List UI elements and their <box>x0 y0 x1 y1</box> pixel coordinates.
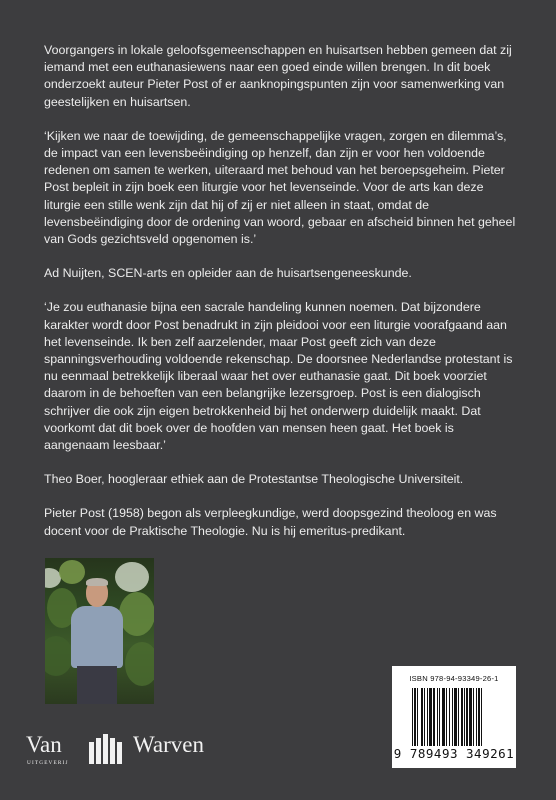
back-cover-text <box>44 42 516 557</box>
publisher-subtitle: UITGEVERIJ <box>27 760 69 766</box>
isbn-label: ISBN 978-94-93349-26-1 <box>409 674 499 683</box>
barcode-icon <box>412 688 508 746</box>
attribution-nuijten: Ad Nuijten, SCEN-arts en opleider aan de huisartsengeneeskunde. <box>44 266 412 281</box>
barcode-panel <box>392 666 516 768</box>
intro-paragraph: Voorgangers in lokale geloofsgemeenschappen en huisartsen hebben gemeen dat zij iemand met een euthanasiewens naar een goed einde willen brengen. In dit boek onderzoekt auteur Pieter Post of er aanknopingspunten zijn voor samenwerking van geestelijken en huisartsen. <box>44 43 512 109</box>
author-photo <box>45 558 154 704</box>
attribution-boer: Theo Boer, hoogleraar ethiek aan de Protestantse Theologische Universiteit. <box>44 472 464 487</box>
quote-boer: ‘Je zou euthanasie bijna een sacrale handeling kunnen noemen. Dat bijzondere karakter wordt door Post benadrukt in zijn pleidooi voor een liturgie voorafgaand aan het levenseinde. Ik ben zelf aarzelender, maar Post geeft zich van deze spanningsverhouding voldoende rekenschap. De doorsnee Nederlandse protestant is nu eenmaal betrekkelijk liberaal waar het over euthanasie gaat. Dit boek voorziet daarom in de behoeften van een belangrijke lezersgroep. Post is een dialogisch schrijver die ook zijn eigen betrokkenheid bij het onderwerp duidelijk maakt. Dat voorkomt dat dit boek over de hoofden van mensen heen gaat. Het boek is aangenaam leesbaar.’ <box>44 300 513 453</box>
quote-nuijten: ‘Kijken we naar de toewijding, de gemeenschappelijke vragen, zorgen en dilemma’s, de impact van een levensbeëindiging op henzelf, dan zijn er voor hen voldoende redenen om samen te werken, uiteraard met behoud van het beroepsgeheim. Pieter Post bepleit in zijn boek een liturgie voor het levenseinde. Voor de arts kan deze liturgie een stille wenk zijn dat hij of zij er niet alleen in staat, omdat de levensbeëindiging door de ordening van woord, gebaar en afscheid binnen het geheel van Gods gezichtsveld opgenomen is.’ <box>44 128 516 247</box>
publisher-emblem-icon <box>86 733 128 767</box>
isbn-digits: 9 789493 349261 <box>393 746 515 761</box>
publisher-logo <box>26 732 226 776</box>
publisher-name-part2: Warven <box>133 732 204 757</box>
author-bio: Pieter Post (1958) begon als verpleegkundige, werd doopsgezind theoloog en was docent voor de Praktische Theologie. Nu is hij emeritus-predikant. <box>44 506 497 538</box>
publisher-name-part1: Van <box>26 732 62 757</box>
